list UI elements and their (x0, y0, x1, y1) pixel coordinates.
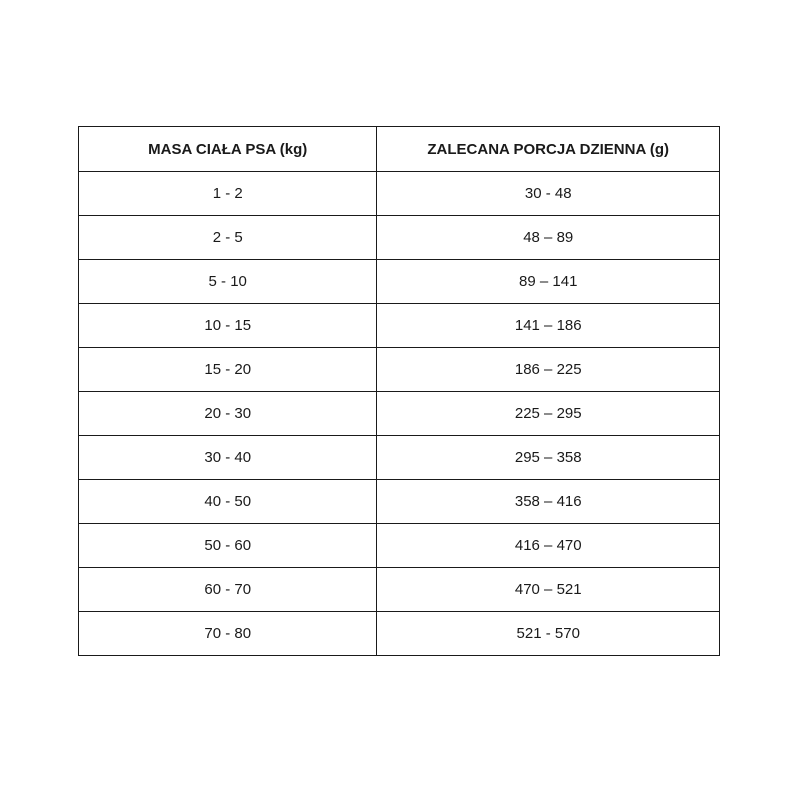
header-body-weight: MASA CIAŁA PSA (kg) (79, 127, 377, 172)
cell-portion: 416 – 470 (377, 524, 720, 568)
table-body (79, 172, 720, 656)
cell-portion: 358 – 416 (377, 480, 720, 524)
cell-weight: 40 - 50 (79, 480, 377, 524)
header-row (79, 127, 720, 172)
table-row (79, 612, 720, 656)
table-row (79, 568, 720, 612)
table-row (79, 304, 720, 348)
table-row (79, 524, 720, 568)
cell-weight: 70 - 80 (79, 612, 377, 656)
cell-portion: 141 – 186 (377, 304, 720, 348)
cell-weight: 1 - 2 (79, 172, 377, 216)
cell-weight: 2 - 5 (79, 216, 377, 260)
cell-portion: 89 – 141 (377, 260, 720, 304)
cell-weight: 20 - 30 (79, 392, 377, 436)
cell-portion: 48 – 89 (377, 216, 720, 260)
cell-weight: 50 - 60 (79, 524, 377, 568)
cell-weight: 15 - 20 (79, 348, 377, 392)
cell-portion: 30 - 48 (377, 172, 720, 216)
cell-weight: 5 - 10 (79, 260, 377, 304)
cell-weight: 60 - 70 (79, 568, 377, 612)
table-row (79, 216, 720, 260)
table-row (79, 392, 720, 436)
feeding-table (78, 126, 720, 656)
cell-weight: 10 - 15 (79, 304, 377, 348)
cell-portion: 295 – 358 (377, 436, 720, 480)
header-daily-portion: ZALECANA PORCJA DZIENNA (g) (377, 127, 720, 172)
cell-portion: 521 - 570 (377, 612, 720, 656)
table-header (79, 127, 720, 172)
cell-portion: 186 – 225 (377, 348, 720, 392)
table-row (79, 348, 720, 392)
table-row (79, 480, 720, 524)
table-row (79, 172, 720, 216)
cell-portion: 225 – 295 (377, 392, 720, 436)
cell-weight: 30 - 40 (79, 436, 377, 480)
table-row (79, 436, 720, 480)
table-row (79, 260, 720, 304)
cell-portion: 470 – 521 (377, 568, 720, 612)
